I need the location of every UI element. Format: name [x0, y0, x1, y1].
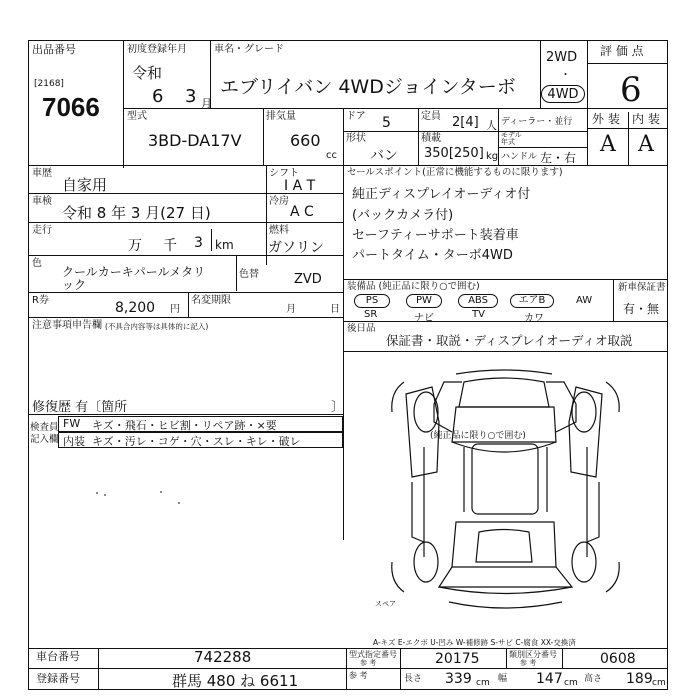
- handle-label: ハンドル: [501, 152, 538, 162]
- sales-point-line: (バックカメラ付): [352, 208, 454, 223]
- height-label: 高さ: [584, 674, 603, 684]
- recycle-fee: 8,200: [115, 300, 156, 316]
- caution-label: 注意事項申告欄: [32, 320, 102, 331]
- equipment-airbag-circled: エアB: [510, 294, 554, 308]
- width-label: 幅: [498, 674, 508, 684]
- door-count: 5: [382, 115, 391, 131]
- sales-point-line: セーフティーサポート装着車: [352, 228, 519, 243]
- divider: [506, 648, 507, 668]
- drive-4wd-circled: 4WD: [541, 85, 585, 103]
- divider: [587, 128, 668, 129]
- divider: [236, 255, 237, 291]
- divider: [28, 317, 343, 318]
- lot-label: 出品番号: [32, 43, 76, 56]
- displacement-label: 排気量: [266, 111, 296, 122]
- mark: [96, 492, 98, 494]
- displacement-unit: cc: [326, 150, 337, 161]
- interior-grade: A: [638, 132, 654, 157]
- inspector-interior-items: キズ・汚レ・コゲ・穴・スレ・キレ・破レ: [92, 435, 301, 448]
- body-shape: バン: [370, 148, 398, 164]
- accessories-label: 後日品: [347, 323, 376, 334]
- divider: [346, 648, 347, 690]
- divider: [562, 648, 563, 668]
- height-value: 189: [626, 671, 653, 687]
- divider: [28, 414, 343, 415]
- divider: [587, 40, 588, 165]
- body-shape-label: 形状: [346, 133, 366, 144]
- grade-label: 評 価 点: [600, 44, 644, 58]
- load-unit: kg: [486, 151, 499, 162]
- fuel-label: 燃料: [269, 225, 289, 236]
- divider: [400, 648, 401, 690]
- registration-month: 3: [185, 86, 197, 107]
- car-body-diagram: [344, 352, 667, 620]
- caution-sublabel: (不具合内容等は具体的に記入): [105, 322, 209, 331]
- sales-point-label: セールスポイント(正常に機能するものに限ります): [347, 167, 563, 178]
- divider: [418, 108, 419, 165]
- inspection-label: 車検: [32, 196, 52, 207]
- inspector-interior-head: 内装: [63, 435, 85, 448]
- divider: [343, 321, 668, 322]
- divider: [587, 63, 668, 64]
- recycle-label: R券: [32, 295, 49, 306]
- overall-grade: 6: [620, 70, 642, 110]
- equipment-label: 装備品 (純正品に限り○で囲む): [347, 281, 480, 292]
- color-name-line2: ック: [62, 278, 87, 292]
- divider: [498, 108, 499, 165]
- load-label: 積載: [421, 133, 441, 144]
- equipment-pw-circled: PW: [406, 294, 442, 308]
- category-ref: 参 考: [520, 659, 537, 667]
- category-label: 類別区分番号: [509, 650, 557, 659]
- divider: [343, 131, 587, 132]
- usage-value: 自家用: [62, 176, 108, 194]
- divider: [613, 279, 614, 321]
- name-change-month: 月: [286, 304, 296, 315]
- color-code: ZVD: [294, 272, 322, 287]
- chassis-number-label: 車台番号: [36, 650, 80, 663]
- car-name-label: 車名・グレード: [214, 44, 284, 55]
- divider: [628, 112, 629, 165]
- diagram-center-note: (純正品に限り○で囲む): [430, 431, 526, 441]
- type-cert-ref: 参 考: [360, 659, 377, 667]
- door-label: ドア: [346, 111, 366, 122]
- divider: [498, 147, 587, 148]
- mark: [178, 502, 180, 504]
- size-ref-label: 参 考: [349, 671, 368, 680]
- accessories-value: 保証書・取説・ディスプレイオーディオ取説: [386, 333, 633, 348]
- type-cert-number: 20175: [435, 651, 480, 667]
- ac-label: 冷房: [269, 196, 289, 207]
- name-change-day: 日: [330, 304, 340, 315]
- equipment-leather: カワ: [524, 313, 544, 324]
- type-cert-label: 型式指定番号: [349, 650, 397, 659]
- shift-label: シフト: [269, 168, 299, 179]
- divider: [263, 108, 264, 165]
- color-name-line1: クールカーキパールメタリ: [62, 265, 206, 279]
- model-label: 型式: [127, 111, 147, 122]
- color-label: 色: [32, 258, 42, 269]
- exterior-grade-label: 外 装: [592, 112, 620, 126]
- length-value: 339: [445, 671, 472, 687]
- mileage-man-unit: 万: [128, 238, 142, 254]
- recycle-unit: 円: [170, 304, 180, 315]
- length-label: 長さ: [404, 674, 423, 684]
- lot-small-number: [2168]: [34, 79, 64, 89]
- capacity-unit: 人: [486, 119, 497, 132]
- new-car-warranty-label: 新車保証書: [618, 282, 666, 293]
- model-year-label-1: モデル: [501, 131, 522, 139]
- color-change-label: 色替: [239, 269, 259, 280]
- spare-tire-label: スペア: [375, 600, 396, 608]
- interior-grade-label: 内 装: [632, 112, 660, 126]
- sales-point-line: 純正ディスプレイオーディオ付: [352, 187, 531, 202]
- inspector-exterior-head: FW: [63, 417, 81, 430]
- shift-value: I A T: [284, 178, 316, 194]
- mark: [104, 494, 106, 496]
- name-change-label: 名変期限: [191, 295, 231, 306]
- divider: [211, 229, 212, 251]
- divider: [98, 648, 99, 690]
- sales-point-line: パートタイム・ターボ4WD: [352, 248, 513, 263]
- ac-value: A C: [290, 204, 314, 220]
- registration-month-unit: 月: [201, 97, 212, 110]
- fuel-value: ガソリン: [268, 240, 324, 256]
- repair-history: 修復歴 有〔箇所: [32, 400, 128, 415]
- plate-label: 登録番号: [36, 672, 80, 685]
- inspector-label-2: 記入欄: [30, 434, 59, 445]
- mark: [160, 491, 162, 493]
- divider: [343, 279, 668, 280]
- registration-year: 6: [152, 86, 164, 107]
- drive-separator: ・: [560, 68, 571, 81]
- handle-value: 左・右: [540, 151, 577, 165]
- divider: [266, 165, 267, 265]
- length-unit: cm: [476, 678, 490, 688]
- dealer-label: ディーラー・並行: [501, 117, 573, 127]
- usage-label: 車歴: [32, 168, 52, 179]
- model-code: 3BD-DA17V: [148, 131, 242, 150]
- repair-history-close: 〕: [331, 400, 345, 415]
- first-registration-label: 初度登録年月: [127, 44, 187, 55]
- divider: [188, 292, 189, 317]
- mileage-label: 走行: [32, 225, 52, 236]
- displacement-value: 660: [290, 131, 321, 150]
- equipment-sr: SR: [364, 309, 378, 320]
- lot-number: 7066: [42, 92, 100, 122]
- mileage-value: 3: [194, 235, 203, 251]
- registration-era: 令和: [132, 64, 163, 82]
- car-name: エブリイバン 4WDジョインターボ: [220, 76, 516, 98]
- damage-code-legend: A-キズ E-エクボ U-凹み W-補修跡 S-サビ C-腐食 XX-交換済: [373, 638, 576, 647]
- drive-2wd: 2WD: [546, 50, 578, 65]
- capacity-label: 定員: [421, 111, 441, 122]
- category-number: 0608: [600, 651, 636, 667]
- inspector-exterior-items: キズ・飛石・ヒビ割・リペア跡・×要: [92, 419, 277, 432]
- equipment-tv: TV: [472, 309, 485, 320]
- equipment-ps-circled: PS: [354, 294, 390, 308]
- divider: [28, 648, 668, 649]
- inspector-label-1: 検査員: [30, 422, 59, 433]
- divider: [28, 668, 668, 669]
- model-year-label-2: 年式: [501, 138, 515, 146]
- divider: [343, 108, 344, 165]
- new-car-warranty-value: 有・無: [623, 302, 660, 316]
- mileage-unit: km: [215, 238, 234, 252]
- width-value: 147: [536, 671, 563, 687]
- plate-number: 群馬 480 ね 6611: [172, 672, 299, 690]
- equipment-abs-circled: ABS: [458, 294, 498, 308]
- equipment-aw: AW: [576, 295, 593, 306]
- chassis-number: 742288: [194, 648, 252, 666]
- divider: [123, 40, 124, 168]
- width-unit: cm: [564, 678, 578, 688]
- exterior-grade: A: [600, 132, 616, 157]
- height-unit: cm: [652, 678, 666, 688]
- capacity-value: 2[4]: [452, 115, 479, 130]
- inspection-date: 令和 8 年 3 月(27 日): [62, 204, 211, 222]
- mileage-sen-unit: 千: [163, 238, 177, 254]
- equipment-navi: ナビ: [414, 313, 434, 324]
- load-value: 350[250]: [424, 146, 484, 161]
